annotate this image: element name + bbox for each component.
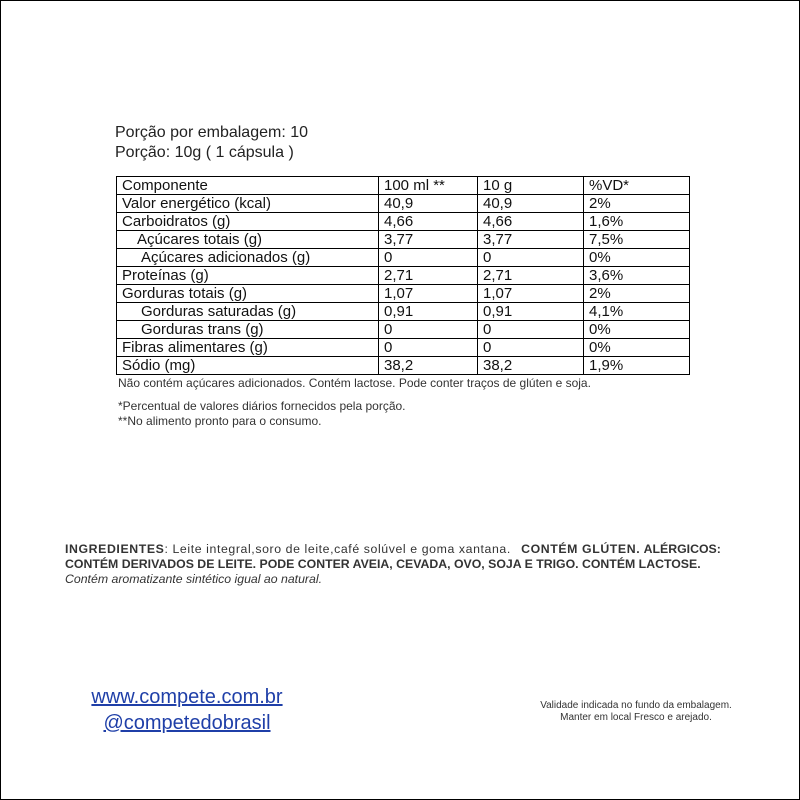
nutrition-table [116, 176, 690, 375]
row-per-100ml: 0 [379, 321, 478, 339]
row-per-10g: 2,71 [478, 267, 584, 285]
row-per-100ml: 4,66 [379, 213, 478, 231]
row-per-10g: 3,77 [478, 231, 584, 249]
header-component: Componente [117, 177, 379, 195]
row-label: Proteínas (g) [117, 267, 379, 285]
table-row [117, 303, 690, 321]
row-label: Gorduras saturadas (g) [117, 303, 379, 321]
row-label: Valor energético (kcal) [117, 195, 379, 213]
social-handle-link[interactable]: @competedobrasil [103, 712, 271, 734]
row-daily-value: 0% [584, 249, 690, 267]
row-daily-value: 7,5% [584, 231, 690, 249]
table-row [117, 249, 690, 267]
row-per-10g: 0 [478, 249, 584, 267]
table-header-row [117, 177, 690, 195]
row-label: Fibras alimentares (g) [117, 339, 379, 357]
table-row [117, 321, 690, 339]
table-row [117, 213, 690, 231]
validity-note: Validade indicada no fundo da embalagem. [540, 700, 732, 711]
row-label: Açúcares totais (g) [117, 231, 379, 249]
row-daily-value: 1,6% [584, 213, 690, 231]
row-daily-value: 4,1% [584, 303, 690, 321]
flavoring-note: Contém aromatizante sintético igual ao natural. [65, 572, 323, 586]
row-per-100ml: 0 [379, 339, 478, 357]
daily-value-footnote: *Percentual de valores diários fornecidos pela porção. [118, 399, 406, 413]
allergens-warning: ALÉRGICOS: CONTÉM DERIVADOS DE LEITE. PODE CONTER AVEIA, CEVADA, OVO, SOJA E TRIGO. CONTÉM LACTOSE. [65, 542, 721, 571]
storage-info [521, 700, 751, 724]
table-row [117, 231, 690, 249]
row-daily-value: 0% [584, 339, 690, 357]
table-row [117, 195, 690, 213]
row-label: Sódio (mg) [117, 357, 379, 375]
header-per-10g: 10 g [478, 177, 584, 195]
row-per-10g: 4,66 [478, 213, 584, 231]
header-per-100ml: 100 ml ** [379, 177, 478, 195]
row-per-10g: 0 [478, 321, 584, 339]
row-per-100ml: 1,07 [379, 285, 478, 303]
portion-size: Porção: 10g ( 1 cápsula ) [115, 144, 294, 161]
row-per-100ml: 2,71 [379, 267, 478, 285]
row-daily-value: 3,6% [584, 267, 690, 285]
servings-per-package: Porção por embalagem: 10 [115, 124, 308, 141]
row-per-10g: 38,2 [478, 357, 584, 375]
row-per-10g: 0 [478, 339, 584, 357]
header-daily-value: %VD* [584, 177, 690, 195]
row-label: Gorduras trans (g) [117, 321, 379, 339]
row-per-100ml: 0,91 [379, 303, 478, 321]
row-label: Gorduras totais (g) [117, 285, 379, 303]
brand-links [67, 684, 307, 736]
ingredients-text: : Leite integral,soro de leite,café solúvel e goma xantana. [164, 542, 511, 556]
ready-to-consume-footnote: **No alimento pronto para o consumo. [118, 414, 322, 428]
row-per-10g: 40,9 [478, 195, 584, 213]
row-per-10g: 1,07 [478, 285, 584, 303]
gluten-warning: CONTÉM GLÚTEN. [521, 542, 641, 556]
row-per-10g: 0,91 [478, 303, 584, 321]
row-daily-value: 2% [584, 195, 690, 213]
table-row [117, 357, 690, 375]
table-row [117, 267, 690, 285]
table-row [117, 285, 690, 303]
ingredients-block [65, 542, 745, 587]
row-daily-value: 0% [584, 321, 690, 339]
allergen-note: Não contém açúcares adicionados. Contém lactose. Pode conter traços de glúten e soja. [118, 376, 591, 390]
row-daily-value: 1,9% [584, 357, 690, 375]
row-label: Carboidratos (g) [117, 213, 379, 231]
row-per-100ml: 0 [379, 249, 478, 267]
table-row [117, 339, 690, 357]
website-link[interactable]: www.compete.com.br [91, 686, 283, 708]
row-label: Açúcares adicionados (g) [117, 249, 379, 267]
row-per-100ml: 40,9 [379, 195, 478, 213]
row-per-100ml: 38,2 [379, 357, 478, 375]
storage-note: Manter em local Fresco e arejado. [560, 712, 712, 723]
serving-info [115, 123, 308, 163]
row-per-100ml: 3,77 [379, 231, 478, 249]
ingredients-label: INGREDIENTES [65, 542, 165, 556]
row-daily-value: 2% [584, 285, 690, 303]
